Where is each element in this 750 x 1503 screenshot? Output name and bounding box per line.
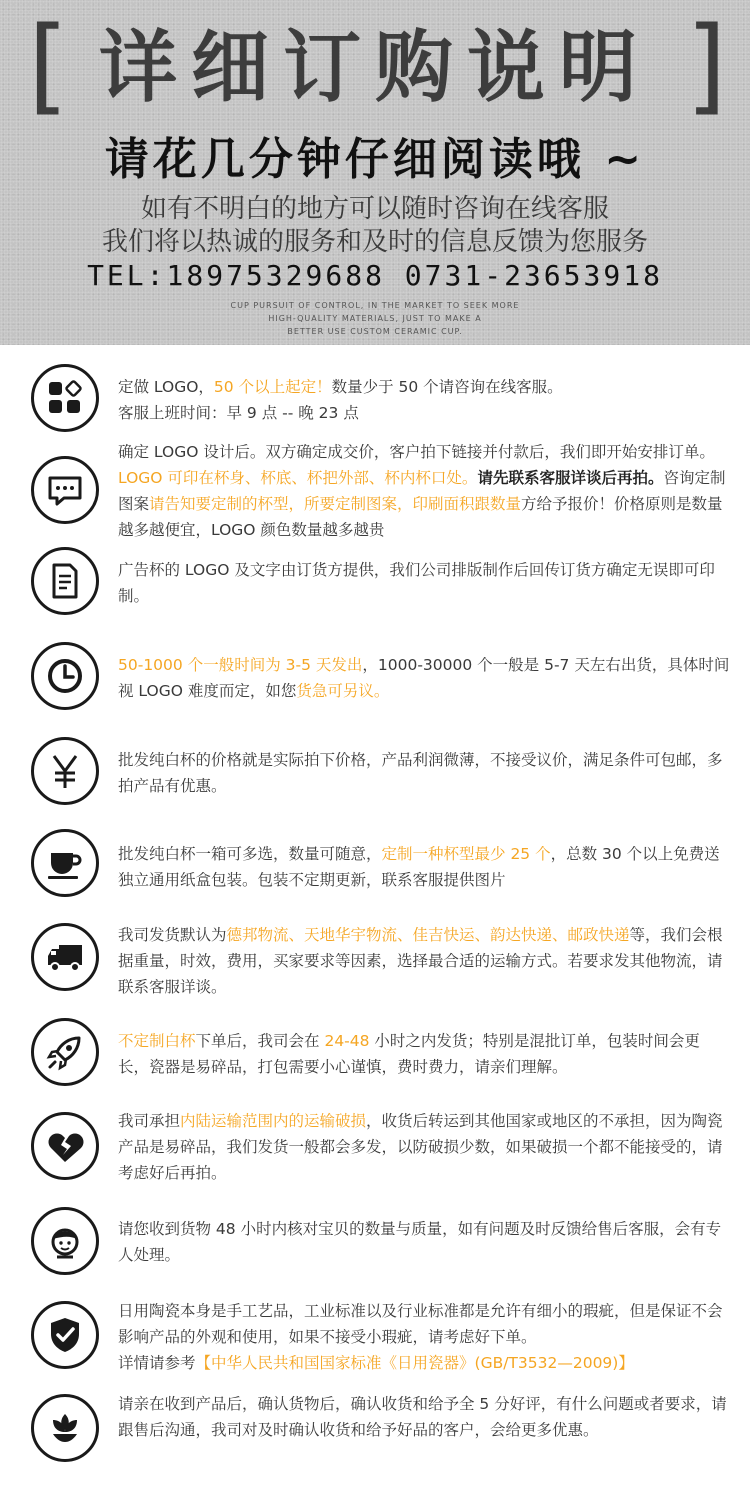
highlight-text: 50 个以上起定！ bbox=[213, 378, 332, 396]
notice-text bbox=[118, 922, 730, 1000]
notice-text bbox=[118, 1298, 730, 1376]
highlight-text: 请告知要定制的杯型，所要定制图案，印刷面积跟数量 bbox=[149, 495, 522, 513]
highlight-text: 货急可另议。 bbox=[296, 682, 390, 700]
notice-text bbox=[118, 747, 730, 799]
body-text: 批发纯白杯的价格就是实际拍下价格，产品利润微薄，不接受议价，满足条件可包邮，多拍产品有优惠。 bbox=[118, 751, 723, 795]
body-text: 数量少于 50 个请咨询在线客服。 客服上班时间：早 9 点 -- 晚 23 点 bbox=[118, 378, 563, 422]
clock-icon bbox=[31, 642, 99, 710]
chat-bubble-icon bbox=[31, 456, 99, 524]
apps-grid-icon bbox=[31, 364, 99, 432]
body-text: 定做 LOGO， bbox=[118, 378, 214, 396]
customer-service-icon bbox=[31, 1207, 99, 1275]
page-title: 详细订购说明 bbox=[98, 23, 651, 113]
document-icon bbox=[31, 547, 99, 615]
body-text: 确定 LOGO 设计后。双方确定成交价，客户拍下链接并付款后，我们即开始安排订单。 bbox=[118, 443, 715, 461]
notice-text bbox=[118, 1028, 730, 1080]
bracket-right: ] bbox=[686, 4, 727, 126]
notice-text bbox=[118, 557, 730, 609]
notice-text bbox=[118, 374, 730, 426]
body-text: 等，我们会根据重量，时效，费用，买家要求等因素，选择最合适的运输方式。若要求发其他物流，请联系客服详谈。 bbox=[118, 926, 723, 996]
body-text: 请亲在收到产品后，确认货物后，确认收货和给予全 5 分好评，有什么问题或者要求，请跟售后沟通，我司对及时确认收货和给予好品的客户，会给更多优惠。 bbox=[118, 1395, 727, 1439]
highlight-text: 【中华人民共和国国家标准《日用瓷器》(GB/T3532—2009)】 bbox=[195, 1354, 634, 1372]
highlight-text: 内陆运输范围内的运输破损 bbox=[180, 1112, 367, 1130]
rocket-icon bbox=[31, 1018, 99, 1086]
notice-text bbox=[118, 1391, 730, 1443]
highlight-text: 50-1000 个一般时间为 3-5 天发出 bbox=[118, 656, 363, 674]
coffee-cup-icon bbox=[31, 829, 99, 897]
notice-text bbox=[118, 1216, 730, 1268]
highlight-text: 定制一种杯型最少 25 个 bbox=[381, 845, 551, 863]
tagline-2: HIGH-QUALITY MATERIALS, JUST TO MAKE A bbox=[268, 314, 482, 323]
bold-text: 请先联系客服详谈后再拍。 bbox=[477, 469, 664, 487]
truck-icon bbox=[31, 923, 99, 991]
tagline-3: BETTER USE CUSTOM CERAMIC CUP. bbox=[287, 327, 463, 336]
contact-phone: TEL:18975329688 0731-23653918 bbox=[87, 259, 663, 292]
body-text: 日用陶瓷本身是手工艺品，工业标准以及行业标准都是允许有细小的瑕疵，但是保证不会影响产品的外观和使用，如果不接受小瑕疵，请考虑好下单。 详情请参考 bbox=[118, 1302, 723, 1372]
highlight-text: 24-48 bbox=[324, 1032, 370, 1050]
notice-text bbox=[118, 1108, 730, 1186]
bracket-left: [ bbox=[28, 4, 69, 126]
body-text: ，总数 30 个以上免费送独立通用纸盒包装。包装不定期更新，联系客服提供图片 bbox=[118, 845, 720, 889]
body-text: 咨询定制图案 bbox=[118, 469, 726, 513]
yen-icon bbox=[31, 737, 99, 805]
body-text: 我司承担 bbox=[118, 1112, 181, 1130]
notice-text bbox=[118, 652, 730, 704]
header-banner bbox=[0, 0, 750, 345]
tagline-1: CUP PURSUIT OF CONTROL, IN THE MARKET TO SEEK MORE bbox=[230, 301, 520, 310]
highlight-text: 德邦物流、天地华宇物流、佳吉快运、韵达快递、邮政快递 bbox=[226, 926, 630, 944]
body-text: ，1000-30000 个一般是 5-7 天左右出货，具体时间视 LOGO 难度而定，如您 bbox=[118, 656, 730, 700]
body-text: 方给予报价！价格原则是数量越多越便宜，LOGO 颜色数量越多越贵 bbox=[118, 495, 723, 539]
body-text: ，收货后转运到其他国家或地区的不承担，因为陶瓷产品是易碎品，我们发货一般都会多发，以防破损少数，如果破损一个都不能接受的，请考虑好后再拍。 bbox=[118, 1112, 723, 1182]
body-text: 批发纯白杯一箱可多选，数量可随意， bbox=[118, 845, 382, 863]
page-subtitle: 请花几分钟仔细阅读哦 ~ bbox=[104, 134, 646, 185]
body-text: 请您收到货物 48 小时内核对宝贝的数量与质量，如有问题及时反馈给售后客服，会有专人处理。 bbox=[118, 1220, 722, 1264]
highlight-text: LOGO 可印在杯身、杯底、杯把外部、杯内杯口处。 bbox=[118, 469, 478, 487]
body-text: 下单后，我司会在 bbox=[195, 1032, 325, 1050]
body-text: 广告杯的 LOGO 及文字由订货方提供，我们公司排版制作后回传订货方确定无误即可印制。 bbox=[118, 561, 715, 605]
notice-text bbox=[118, 841, 730, 893]
flower-icon bbox=[31, 1394, 99, 1462]
body-text: 我司发货默认为 bbox=[118, 926, 227, 944]
highlight-text: 不定制白杯 bbox=[118, 1032, 196, 1050]
header-line-1: 如有不明白的地方可以随时咨询在线客服 bbox=[140, 194, 609, 224]
shield-check-icon bbox=[31, 1301, 99, 1369]
notice-text bbox=[118, 439, 730, 543]
broken-heart-icon bbox=[31, 1112, 99, 1180]
body-text: 小时之内发货；特别是混批订单，包装时间会更长，瓷器是易碎品，打包需要小心谨慎，费时费力，请亲们理解。 bbox=[118, 1032, 700, 1076]
header-line-2: 我们将以热诚的服务和及时的信息反馈为您服务 bbox=[101, 227, 648, 257]
